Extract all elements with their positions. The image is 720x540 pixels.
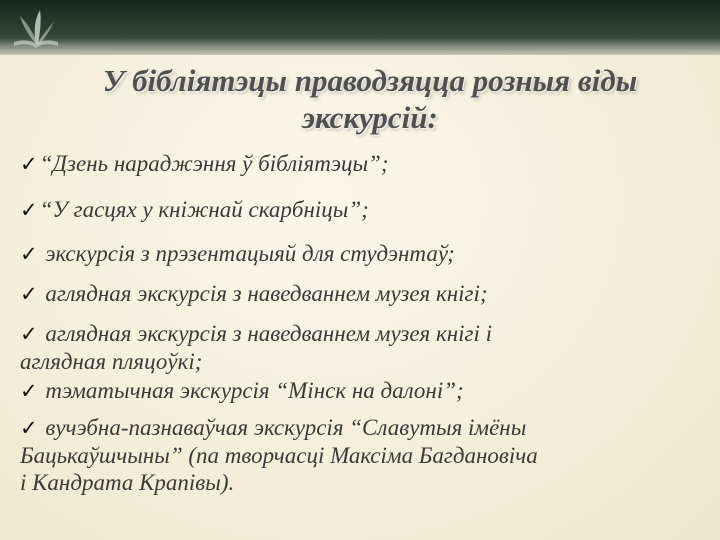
list-item-text: аглядная экскурсія з наведваннем музея кнігі; bbox=[39, 281, 488, 306]
list-item-text-continued: аглядная пляцоўкі; bbox=[20, 349, 203, 374]
checkmark-icon: ✓ bbox=[20, 379, 38, 403]
list-item bbox=[20, 320, 700, 375]
checkmark-icon: ✓ bbox=[20, 242, 38, 266]
checkmark-icon: ✓ bbox=[20, 198, 38, 222]
list-item-text: вучэбна-пазнаваўчая экскурсія “Славутыя імёны bbox=[39, 415, 527, 440]
list-item-text-continued: Бацькаўшчыны” (па творчасці Максіма Багдановіча bbox=[20, 443, 538, 468]
list-item bbox=[20, 150, 700, 178]
checkmark-icon: ✓ bbox=[20, 416, 38, 440]
list-item bbox=[20, 240, 700, 268]
slide-title: У бібліятэцы праводзяцца розныя віды экскурсій: bbox=[102, 63, 638, 135]
checkmark-icon: ✓ bbox=[20, 322, 38, 346]
list-item-text: “Дзень нараджэння ў бібліятэцы”; bbox=[39, 151, 389, 176]
list-item-text: аглядная экскурсія з наведваннем музея кнігі і bbox=[39, 321, 493, 346]
book-logo-icon bbox=[6, 4, 66, 52]
list-item-text: экскурсія з прэзентацыяй для студэнтаў; bbox=[39, 241, 455, 266]
list-item-text: тэматычная экскурсія “Мінск на далоні”; bbox=[39, 378, 464, 403]
list-item bbox=[20, 280, 700, 308]
header-band bbox=[0, 0, 720, 55]
list-item-text-continued: і Кандрата Крапівы). bbox=[20, 470, 235, 495]
list-item bbox=[20, 377, 700, 405]
checkmark-icon: ✓ bbox=[20, 152, 38, 176]
checkmark-icon: ✓ bbox=[20, 282, 38, 306]
list-item bbox=[20, 196, 700, 224]
list-item bbox=[20, 414, 700, 496]
list-item-text: “У гасцях у кніжнай скарбніцы”; bbox=[39, 197, 369, 222]
